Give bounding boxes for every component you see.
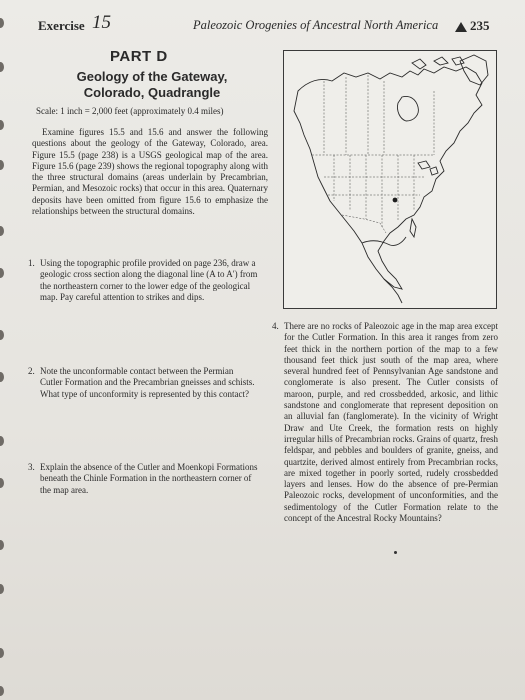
stray-dot (394, 551, 397, 554)
state-boundaries (324, 155, 424, 227)
hudson-bay (397, 96, 418, 121)
question-number: 2. (28, 366, 35, 376)
binding-hole (0, 62, 4, 72)
binding-hole (0, 478, 4, 488)
binding-hole (0, 686, 4, 696)
gateway-colorado-location-marker (393, 198, 398, 203)
question-text: Explain the absence of the Cutler and Moenkopi Formations beneath the Chinle Formation in the northeastern corner of the map area. (40, 462, 258, 495)
question-3 (28, 462, 258, 496)
arctic-islands (412, 57, 464, 69)
binding-hole (0, 120, 4, 130)
question-text: Using the topographic profile provided on page 236, draw a geologic cross section along the diagonal line (A to A′) from the northeastern corner to the lower edge of the geological map. Pay careful attention to strikes and dips. (40, 258, 258, 302)
page-header (38, 12, 500, 36)
exercise-number: 15 (92, 12, 111, 33)
binding-hole (0, 226, 4, 236)
greenland-outline (460, 55, 488, 85)
central-america (384, 279, 402, 303)
section-title-line-1: Geology of the Gateway, (76, 69, 228, 84)
florida (410, 219, 416, 237)
binding-hole (0, 160, 4, 170)
binding-hole (0, 372, 4, 382)
question-text: There are no rocks of Paleozoic age in the map area except for the Cutler Formation. In this area it ranges from zero feet thick in the northern portion of the map to a few thousand feet thick just south of the map area, where several hundred feet of Pennsylvanian Age sandstone and conglomerate is also present. The Cutler consists of maroon, purple, and red crossbedded, arkosic, and lithic sandstone and conglomerate that represent deposition on an alluvial fan (fanglomerate). In the vicinity of Wright Draw and Ute Creek, the formation rests on highly irregular hills of Precambrian rocks. Grains of quartz, fresh feldspar, and pebbles and boulders of granite, gneiss, and quartzite, derived almost entirely from Precambrian rocks, are mixed together in poorly sorted, rudely crossbedded layers and lenses. How do the absence of pre-Permian Paleozoic rocks, development of unconformities, and the sedimentology of the Cutler Formation relate to the concept of the Ancestral Rocky Mountains? (284, 321, 498, 524)
question-number: 1. (28, 258, 35, 268)
question-number: 3. (28, 462, 35, 472)
page-number: 235 (470, 18, 490, 33)
question-2 (28, 366, 258, 400)
intro-paragraph: Examine figures 15.5 and 15.6 and answer the following questions about the geology of the Gateway, Colorado, area. Figure 15.5 (page 238) is a USGS geological map of the area. Figure 15.6 (page 239) shows the regional topography along with the three structural domains (areas underlain by Precambrian, Permian, and Mesozoic rocks) that occur in this area. Quaternary deposits have been omitted from figure 15.6 to emphasize the relationships between the structural domains. (32, 127, 268, 217)
binding-hole (0, 584, 4, 594)
exercise-label: Exercise (38, 18, 85, 33)
question-4 (272, 321, 498, 524)
binding-hole (0, 436, 4, 446)
question-1 (28, 258, 258, 303)
triangle-marker-icon (455, 22, 467, 32)
question-text: Note the unconformable contact between the Permian Cutler Formation and the Precambrian gneisses and schists. What type of unconformity is represented by this contact? (40, 366, 255, 399)
north-america-locator-map (283, 50, 497, 309)
continent-outline (294, 67, 482, 289)
binding-hole (0, 18, 4, 28)
binding-hole (0, 648, 4, 658)
part-label: PART D (110, 48, 168, 65)
binding-hole (0, 268, 4, 278)
question-number: 4. (272, 321, 279, 331)
running-title: Paleozoic Orogenies of Ancestral North America (193, 18, 439, 32)
section-title (52, 69, 252, 101)
binding-hole (0, 330, 4, 340)
north-america-outline-map (284, 51, 496, 308)
section-title-line-2: Colorado, Quadrangle (83, 85, 221, 100)
map-scale: Scale: 1 inch = 2,000 feet (approximately 0.4 miles) (36, 106, 224, 116)
great-lakes (418, 161, 438, 175)
binding-holes (0, 0, 6, 700)
binding-hole (0, 540, 4, 550)
